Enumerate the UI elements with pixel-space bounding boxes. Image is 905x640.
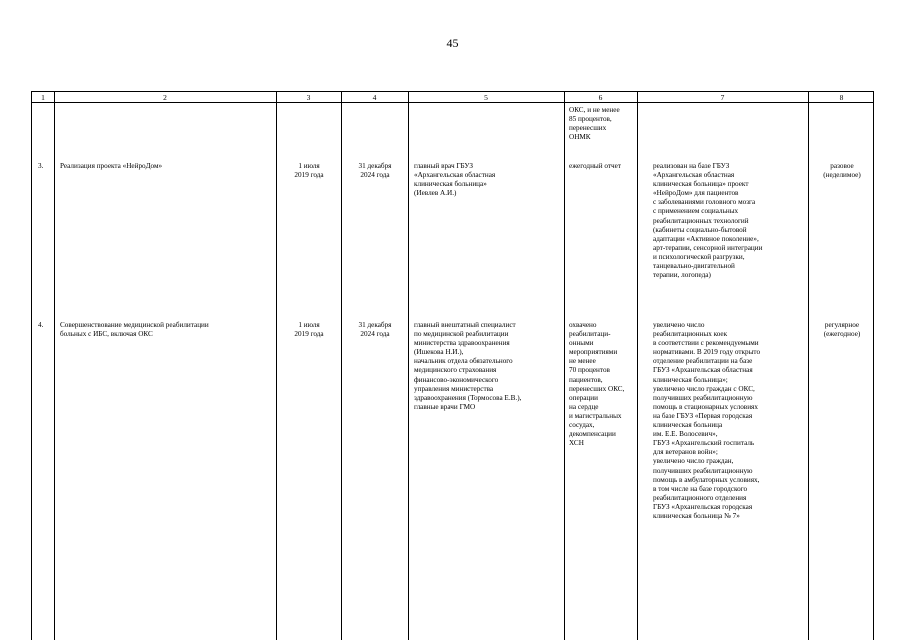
indicator-text: ежегодный отчет <box>569 162 621 170</box>
column-number: 8 <box>839 93 844 102</box>
column-number: 3 <box>306 93 311 102</box>
column-divider <box>564 91 565 640</box>
responsible-person: главный внештатный специалист по медицинской реабилитации министерства здравоохранения (Ишекова Н.И.), начальник отдела обязательного медицинского страхования финансово-экономического управления министерства здравоохранения (Тормосова Е.В.), главные врачи ГМО <box>414 321 522 411</box>
event-type: разовое (неделимое) <box>823 162 861 180</box>
column-number: 5 <box>484 93 488 102</box>
responsible-person: главный врач ГБУЗ «Архангельская областная клиническая больница» (Иевлев А.И.) <box>414 162 496 198</box>
end-date: 31 декабря 2024 года <box>358 321 392 339</box>
start-date: 1 июля 2019 года <box>294 162 324 180</box>
column-number: 6 <box>598 93 603 102</box>
activity-name: Совершенствование медицинской реабилитации больных с ИБС, включая ОКС <box>60 321 209 339</box>
activity-name: Реализация проекта «НейроДом» <box>60 162 163 170</box>
event-type: регулярное (ежегодное) <box>823 321 861 339</box>
expected-result: реализован на базе ГБУЗ «Архангельская областная клиническая больница» проект «НейроДом» для пациентов с заболеваниями головного мозга с применением социальных реабилитационных технологий (кабинеты социально-бытовой адаптации «Активное поколение», арт-терапии, сенсорной интеграции и психологической разгрузки, танцевально-двигательной терапии, логопеда) <box>653 162 763 280</box>
column-divider <box>637 91 638 640</box>
end-date: 31 декабря 2024 года <box>358 162 392 180</box>
column-number: 2 <box>163 93 167 102</box>
start-date: 1 июля 2019 года <box>294 321 324 339</box>
column-number: 4 <box>372 93 377 102</box>
column-number-header-row <box>32 91 873 103</box>
indicator-text: охвачено реабилитаци- онными мероприятиями не менее 70 процентов пациентов, перенесших ОКС, операции на сердце и магистральных сосудах, декомпенсации ХСН <box>569 321 625 448</box>
column-divider <box>54 91 55 640</box>
plan-table <box>31 91 874 640</box>
continued-indicator-text: ОКС, и не менее 85 процентов, перенесших ОНМК <box>569 106 620 142</box>
row-number: 3. <box>38 162 44 170</box>
column-divider <box>408 91 409 640</box>
column-number: 1 <box>41 93 45 102</box>
expected-result: увеличено число реабилитационных коек в соответствии с рекомендуемыми нормативами. В 2019 году открыто отделение реабилитации на базе ГБУЗ «Архангельская областная клиническая больница»; увеличено число граждан с ОКС, получивших реабилитационную помощь в стационарных условиях на базе ГБУЗ «Первая городская клиническая больница им. Е.Е. Волосевич», ГБУЗ «Архангельский госпиталь для ветеранов войн»; увеличено число граждан, получивших реабилитационную помощь в амбулаторных условиях, в том числе на базе городского реабилитационного отделения ГБУЗ «Архангельская городская клиническая больница № 7» <box>653 321 761 520</box>
row-number: 4. <box>38 321 44 329</box>
column-number: 7 <box>720 93 725 102</box>
page-number: 45 <box>446 36 459 50</box>
